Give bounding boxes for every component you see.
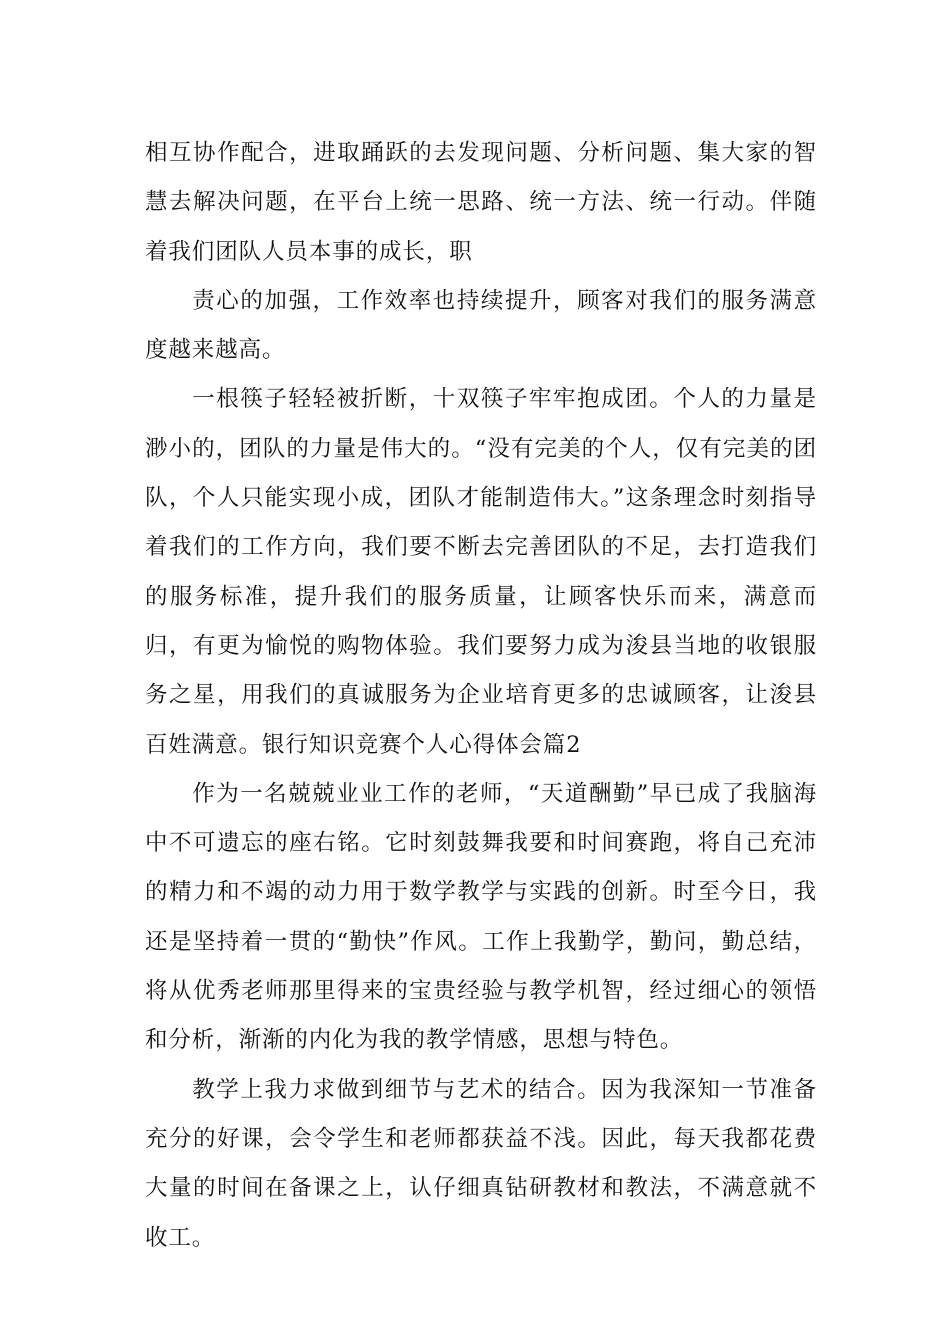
paragraph-3: 一根筷子轻轻被折断，十双筷子牢牢抱成团。个人的力量是渺小的，团队的力量是伟大的。“没有完美的个人，仅有完美的团队，个人只能实现小成，团队才能制造伟大。”这条理念时刻指导着我们的工作方向，我们要不断去完善团队的不足，去打造我们的服务标准，提升我们的服务质量，让顾客快乐而来，满意而归，有更为愉悦的购物体验。我们要努力成为浚县当地的收银服务之星，用我们的真诚服务为企业培育更多的忠诚顾客，让浚县百姓满意。银行知识竞赛个人心得体会篇2 <box>145 386 817 758</box>
paragraph-4: 作为一名兢兢业业工作的老师，“天道酬勤”早已成了我脑海中不可遗忘的座右铭。它时刻鼓舞我要和时间赛跑，将自己充沛的精力和不竭的动力用于数学教学与实践的创新。时至今日，我还是坚持着一贯的“勤快”作风。工作上我勤学，勤问，勤总结，将从优秀老师那里得来的宝贵经验与教学机智，经过细心的领悟和分析，渐渐的内化为我的教学情感，思想与特色。 <box>145 780 817 1054</box>
paragraph-1: 相互协作配合，进取踊跃的去发现问题、分析问题、集大家的智慧去解决问题，在平台上统一思路、统一方法、统一行动。伴随着我们团队人员本事的成长，职 <box>145 140 817 265</box>
document-page <box>145 129 817 1263</box>
paragraph-2: 责心的加强，工作效率也持续提升，顾客对我们的服务满意度越来越高。 <box>145 287 817 364</box>
paragraph-5: 教学上我力求做到细节与艺术的结合。因为我深知一节准备充分的好课，会令学生和老师都获益不浅。因此，每天我都花费大量的时间在备课之上，认仔细真钻研教材和教法，不满意就不收工。 <box>145 1076 817 1251</box>
